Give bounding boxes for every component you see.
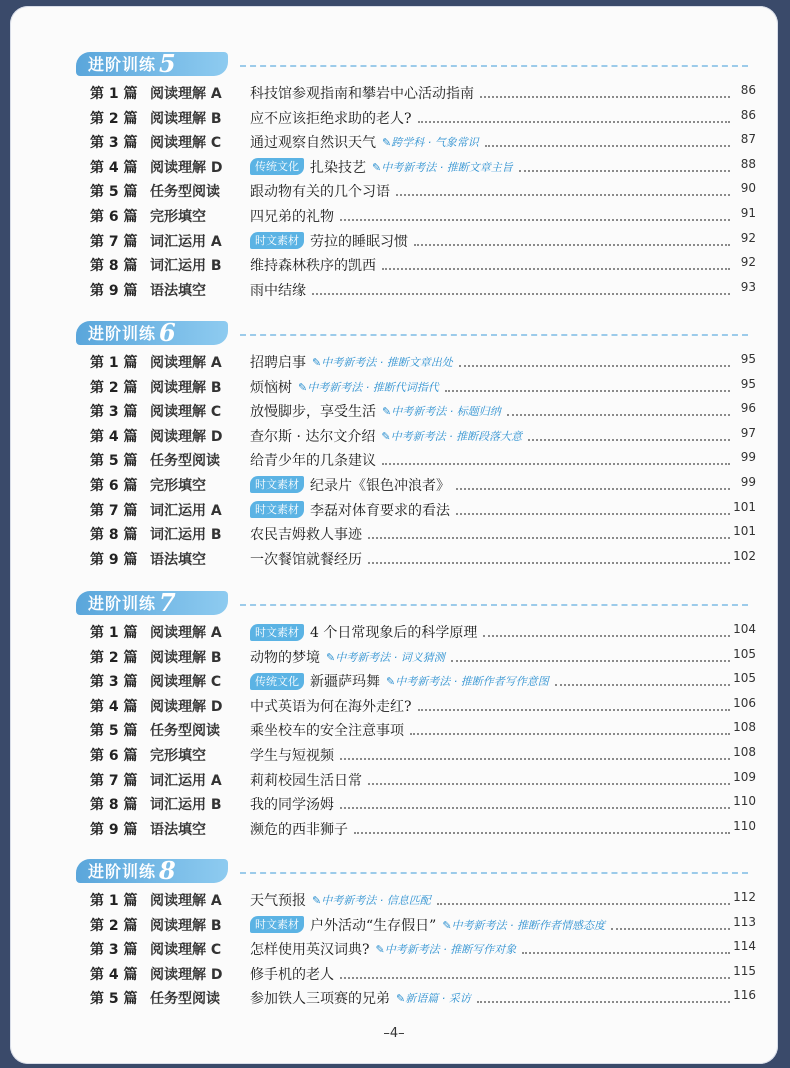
entry-page-number: 108 (733, 744, 756, 759)
passage-number: 第 9 篇 (90, 821, 138, 838)
leader-dots (418, 121, 730, 123)
entry-title-line (250, 524, 730, 544)
question-type: 词汇运用 B (150, 258, 222, 275)
passage-number: 第 2 篇 (90, 917, 138, 934)
leader-dots (528, 439, 730, 441)
entry-title: 通过观察自然识天气 (250, 135, 376, 152)
entry-title: 招聘启事 (250, 355, 306, 371)
question-type: 词汇运用 A (150, 233, 222, 250)
passage-number: 第 3 篇 (90, 674, 138, 691)
entry-page-number: 95 (740, 376, 756, 391)
exam-method-note: ✎中考新考法 · 推断作者写作意图 (386, 675, 549, 689)
entry-title-line (250, 622, 730, 642)
passage-number: 第 7 篇 (90, 233, 138, 250)
entry-title: 怎样使用英汉词典? (250, 942, 370, 959)
entry-title-line (250, 500, 730, 520)
passage-number: 第 5 篇 (90, 184, 138, 201)
toc-entry[interactable] (10, 668, 778, 693)
entry-title-line (250, 988, 730, 1008)
toc-entry[interactable] (10, 349, 778, 374)
passage-number: 第 9 篇 (90, 551, 138, 568)
exam-method-note: ✎中考新考法 · 推断写作对象 (375, 943, 517, 957)
entry-title: 跟动物有关的几个习语 (250, 184, 390, 201)
entry-title: 中式英语为何在海外走红? (250, 698, 412, 715)
entry-page-number: 116 (733, 988, 756, 1003)
leader-dots (340, 219, 730, 221)
entry-page-number: 110 (733, 818, 756, 833)
passage-number: 第 2 篇 (90, 649, 138, 666)
question-type: 阅读理解 B (150, 917, 222, 934)
leader-dots (483, 635, 730, 637)
topic-tag: 传统文化 (250, 673, 304, 690)
entry-title: 查尔斯 · 达尔文介绍 (250, 428, 376, 445)
entry-title: 户外活动“生存假日” (310, 917, 437, 934)
entry-title: 莉莉校园生活日常 (250, 772, 362, 789)
entry-title: 修手机的老人 (250, 966, 334, 983)
entry-title: 劳拉的睡眠习惯 (310, 233, 408, 250)
entry-page-number: 86 (740, 83, 756, 97)
toc-entry[interactable] (10, 154, 778, 179)
entry-page-number: 88 (740, 156, 756, 171)
passage-number: 第 7 篇 (90, 772, 138, 789)
entry-title: 烦恼树 (250, 379, 292, 396)
topic-tag: 时文素材 (250, 624, 304, 641)
entry-title: 雨中结缘 (250, 282, 306, 299)
entry-page-number: 109 (733, 769, 756, 784)
toc-entry[interactable] (10, 105, 778, 130)
entry-title: 乘坐校车的安全注意事项 (250, 723, 404, 740)
leader-dots (312, 293, 730, 295)
entry-title-line (250, 231, 730, 251)
toc-entry[interactable] (10, 816, 778, 841)
leader-dots (368, 783, 730, 785)
leader-dots (437, 903, 730, 905)
toc-entry[interactable] (10, 203, 778, 228)
topic-tag: 时文素材 (250, 501, 304, 518)
leader-dots (451, 660, 730, 662)
entry-title-line (250, 352, 730, 372)
entry-page-number: 104 (733, 622, 756, 636)
entry-title: 新疆萨玛舞 (310, 674, 380, 691)
toc-entry[interactable] (10, 767, 778, 792)
question-type: 完形填空 (150, 477, 206, 494)
entry-title: 维持森林秩序的凯西 (250, 258, 376, 275)
passage-number: 第 3 篇 (90, 404, 138, 421)
question-type: 阅读理解 C (150, 674, 222, 691)
exam-method-note: ✎中考新考法 · 推断文章出处 (312, 356, 453, 369)
question-type: 阅读理解 D (150, 428, 223, 445)
passage-number: 第 1 篇 (90, 625, 138, 641)
entry-title: 扎染技艺 (310, 159, 366, 176)
passage-number: 第 9 篇 (90, 282, 138, 299)
entry-page-number: 93 (740, 279, 756, 294)
passage-number: 第 2 篇 (90, 379, 138, 396)
section-label: 进阶训练 (88, 594, 157, 613)
section-label: 进阶训练 (88, 55, 157, 74)
entry-page-number: 99 (740, 450, 756, 465)
leader-dots (414, 244, 730, 246)
entry-page-number: 90 (740, 181, 756, 196)
entry-title: 给青少年的几条建议 (250, 453, 376, 470)
entry-title-line (250, 475, 730, 495)
leader-dots (382, 463, 730, 465)
section-header (10, 50, 778, 80)
entry-title: 动物的梦境 (250, 649, 320, 666)
entry-title-line (250, 280, 730, 300)
passage-number: 第 6 篇 (90, 208, 138, 225)
toc-entry[interactable] (10, 961, 778, 986)
question-type: 阅读理解 C (150, 942, 222, 959)
toc-entry[interactable] (10, 447, 778, 472)
entry-title: 应不应该拒绝求助的老人? (250, 110, 412, 127)
document-page (10, 6, 778, 1064)
toc-entry[interactable] (10, 277, 778, 302)
topic-tag: 传统文化 (250, 158, 304, 175)
leader-dots (354, 832, 730, 834)
leader-dots (340, 758, 730, 760)
entry-title-line (250, 647, 730, 667)
toc-entry[interactable] (10, 252, 778, 277)
entry-title: 放慢脚步，享受生活 (250, 404, 376, 421)
passage-number: 第 5 篇 (90, 723, 138, 740)
entry-title: 农民吉姆救人事迹 (250, 527, 362, 544)
entry-title: 参加铁人三项赛的兄弟 (250, 991, 390, 1008)
question-type: 阅读理解 A (150, 625, 222, 641)
question-type: 完形填空 (150, 747, 206, 764)
entry-page-number: 101 (733, 524, 756, 539)
exam-method-note: ✎中考新考法 · 词义猜测 (326, 650, 445, 664)
passage-number: 第 3 篇 (90, 942, 138, 959)
section-badge (76, 49, 228, 78)
section-header (10, 857, 778, 887)
passage-number: 第 6 篇 (90, 477, 138, 494)
section-number: 5 (159, 49, 177, 78)
passage-number: 第 8 篇 (90, 797, 138, 814)
entry-title: 4 个日常现象后的科学原理 (310, 625, 478, 641)
section-badge (76, 588, 228, 617)
entry-page-number: 112 (733, 890, 756, 904)
section-number: 6 (159, 318, 177, 347)
toc-entry[interactable] (10, 619, 778, 644)
topic-tag: 时文素材 (250, 476, 304, 493)
leader-dots (410, 733, 730, 735)
section-divider (240, 334, 748, 336)
exam-method-note: ✎中考新考法 · 推断作者情感态度 (442, 918, 606, 932)
question-type: 词汇运用 B (150, 527, 222, 544)
section-header (10, 589, 778, 619)
entry-title-line (250, 157, 730, 177)
leader-dots (368, 562, 730, 564)
entry-page-number: 102 (733, 548, 756, 563)
leader-dots (456, 488, 730, 490)
toc-entry[interactable] (10, 398, 778, 423)
question-type: 阅读理解 A (150, 355, 222, 371)
entry-title-line (250, 426, 730, 446)
entry-page-number: 86 (740, 107, 756, 122)
passage-number: 第 2 篇 (90, 110, 138, 127)
question-type: 语法填空 (150, 821, 206, 838)
question-type: 阅读理解 D (150, 698, 223, 715)
toc-entry[interactable] (10, 472, 778, 497)
section-number: 8 (159, 856, 177, 885)
entry-page-number: 87 (740, 132, 756, 147)
toc-entry[interactable] (10, 985, 778, 1010)
leader-dots (368, 537, 730, 539)
leader-dots (445, 390, 730, 392)
entry-page-number: 106 (733, 695, 756, 710)
entry-title-line (250, 720, 730, 740)
question-type: 阅读理解 B (150, 110, 222, 127)
entry-page-number: 115 (733, 963, 756, 978)
leader-dots (555, 684, 730, 686)
entry-title: 一次餐馆就餐经历 (250, 551, 362, 568)
entry-title-line (250, 401, 730, 421)
section-label: 进阶训练 (88, 862, 157, 881)
question-type: 语法填空 (150, 282, 206, 299)
toc-entry[interactable] (10, 693, 778, 718)
entry-page-number: 105 (733, 671, 756, 686)
question-type: 完形填空 (150, 208, 206, 225)
entry-title-line (250, 108, 730, 128)
entry-title: 学生与短视频 (250, 747, 334, 764)
section-number: 7 (159, 588, 177, 617)
passage-number: 第 1 篇 (90, 355, 138, 371)
topic-tag: 时文素材 (250, 232, 304, 249)
section-5 (10, 50, 778, 301)
entry-title-line (250, 745, 730, 765)
toc-entry[interactable] (10, 791, 778, 816)
entry-page-number: 99 (740, 474, 756, 489)
leader-dots (507, 414, 730, 416)
question-type: 阅读理解 A (150, 893, 222, 909)
toc-entry[interactable] (10, 228, 778, 253)
leader-dots (480, 96, 730, 98)
passage-number: 第 5 篇 (90, 453, 138, 470)
toc-entry[interactable] (10, 742, 778, 767)
toc-entry[interactable] (10, 936, 778, 961)
toc-entry[interactable] (10, 374, 778, 399)
entry-page-number: 96 (740, 401, 756, 416)
entry-page-number: 92 (740, 230, 756, 245)
passage-number: 第 1 篇 (90, 86, 138, 102)
leader-dots (418, 709, 730, 711)
exam-method-note: ✎中考新考法 · 推断文章主旨 (372, 160, 513, 174)
toc-entry[interactable] (10, 521, 778, 546)
entry-page-number: 110 (733, 794, 756, 809)
leader-dots (456, 513, 730, 515)
question-type: 语法填空 (150, 551, 206, 568)
passage-number: 第 4 篇 (90, 159, 138, 176)
passage-number: 第 4 篇 (90, 698, 138, 715)
entry-title-line (250, 770, 730, 790)
passage-number: 第 8 篇 (90, 258, 138, 275)
toc-entry[interactable] (10, 912, 778, 937)
entry-title: 李磊对体育要求的看法 (310, 502, 450, 519)
toc-entry[interactable] (10, 644, 778, 669)
section-badge (76, 856, 228, 885)
topic-tag: 时文素材 (250, 916, 304, 933)
question-type: 阅读理解 C (150, 404, 222, 421)
leader-dots (477, 1001, 730, 1003)
entry-page-number: 105 (733, 646, 756, 661)
entry-title-line (250, 377, 730, 397)
section-6 (10, 319, 778, 570)
question-type: 任务型阅读 (150, 991, 220, 1008)
leader-dots (522, 952, 730, 954)
entry-title-line (250, 181, 730, 201)
exam-method-note: ✎中考新考法 · 信息匹配 (312, 894, 431, 907)
passage-number: 第 4 篇 (90, 966, 138, 983)
exam-method-note: ✎中考新考法 · 标题归纳 (382, 405, 501, 419)
passage-number: 第 3 篇 (90, 135, 138, 152)
entry-page-number: 114 (733, 939, 756, 954)
question-type: 阅读理解 D (150, 966, 223, 983)
question-type: 阅读理解 B (150, 649, 222, 666)
entry-title: 天气预报 (250, 893, 306, 909)
entry-page-number: 113 (733, 914, 756, 929)
entry-page-number: 97 (740, 425, 756, 440)
entry-page-number: 101 (733, 499, 756, 514)
question-type: 词汇运用 A (150, 502, 222, 519)
toc-entry[interactable] (10, 497, 778, 522)
passage-number: 第 5 篇 (90, 991, 138, 1008)
question-type: 阅读理解 A (150, 86, 222, 102)
entry-title-line (250, 132, 730, 152)
toc-entry[interactable] (10, 129, 778, 154)
exam-method-note: ✎中考新考法 · 推断代词指代 (298, 380, 439, 394)
entry-title: 科技馆参观指南和攀岩中心活动指南 (250, 86, 474, 102)
leader-dots (340, 977, 730, 979)
question-type: 阅读理解 D (150, 159, 223, 176)
entry-title-line (250, 549, 730, 569)
section-7 (10, 589, 778, 840)
leader-dots (611, 928, 730, 930)
question-type: 阅读理解 B (150, 379, 222, 396)
passage-number: 第 7 篇 (90, 502, 138, 519)
entry-title-line (250, 964, 730, 984)
question-type: 任务型阅读 (150, 723, 220, 740)
entry-title-line (250, 939, 730, 959)
entry-title-line (250, 794, 730, 814)
passage-number: 第 6 篇 (90, 747, 138, 764)
section-divider (240, 872, 748, 874)
toc-entry[interactable] (10, 887, 778, 912)
page-number-footer: –4– (383, 1026, 405, 1041)
entry-title-line (250, 915, 730, 935)
toc-entry[interactable] (10, 423, 778, 448)
passage-number: 第 1 篇 (90, 893, 138, 909)
entry-title-line (250, 671, 730, 691)
section-divider (240, 65, 748, 67)
entry-title: 四兄弟的礼物 (250, 208, 334, 225)
leader-dots (340, 807, 730, 809)
section-badge (76, 318, 228, 347)
toc-entry[interactable] (10, 178, 778, 203)
section-divider (240, 604, 748, 606)
entry-page-number: 91 (740, 205, 756, 220)
entry-title-line (250, 206, 730, 226)
entry-page-number: 95 (740, 352, 756, 366)
passage-number: 第 4 篇 (90, 428, 138, 445)
entry-title-line (250, 255, 730, 275)
exam-method-note: ✎新语篇 · 采访 (396, 992, 471, 1006)
entry-title-line (250, 890, 730, 910)
exam-method-note: ✎中考新考法 · 推断段落大意 (381, 429, 523, 443)
toc-entry[interactable] (10, 546, 778, 571)
question-type: 任务型阅读 (150, 453, 220, 470)
leader-dots (459, 365, 730, 367)
passage-number: 第 8 篇 (90, 527, 138, 544)
exam-method-note: ✎跨学科 · 气象常识 (382, 136, 479, 150)
entry-page-number: 108 (733, 720, 756, 735)
leader-dots (485, 145, 730, 147)
section-label: 进阶训练 (88, 324, 157, 343)
question-type: 词汇运用 A (150, 772, 222, 789)
entry-title-line (250, 696, 730, 716)
section-8 (10, 857, 778, 1010)
entry-page-number: 92 (740, 255, 756, 270)
leader-dots (396, 194, 730, 196)
entry-title-line (250, 450, 730, 470)
question-type: 词汇运用 B (150, 797, 222, 814)
question-type: 阅读理解 C (150, 135, 222, 152)
leader-dots (382, 268, 730, 270)
entry-title-line (250, 83, 730, 103)
section-header (10, 319, 778, 349)
question-type: 任务型阅读 (150, 184, 220, 201)
entry-title: 纪录片《银色冲浪者》 (310, 477, 450, 494)
toc-entry[interactable] (10, 717, 778, 742)
leader-dots (519, 170, 730, 172)
entry-title: 濒危的西非狮子 (250, 821, 348, 838)
entry-title: 我的同学汤姆 (250, 797, 334, 814)
toc-entry[interactable] (10, 80, 778, 105)
entry-title-line (250, 819, 730, 839)
